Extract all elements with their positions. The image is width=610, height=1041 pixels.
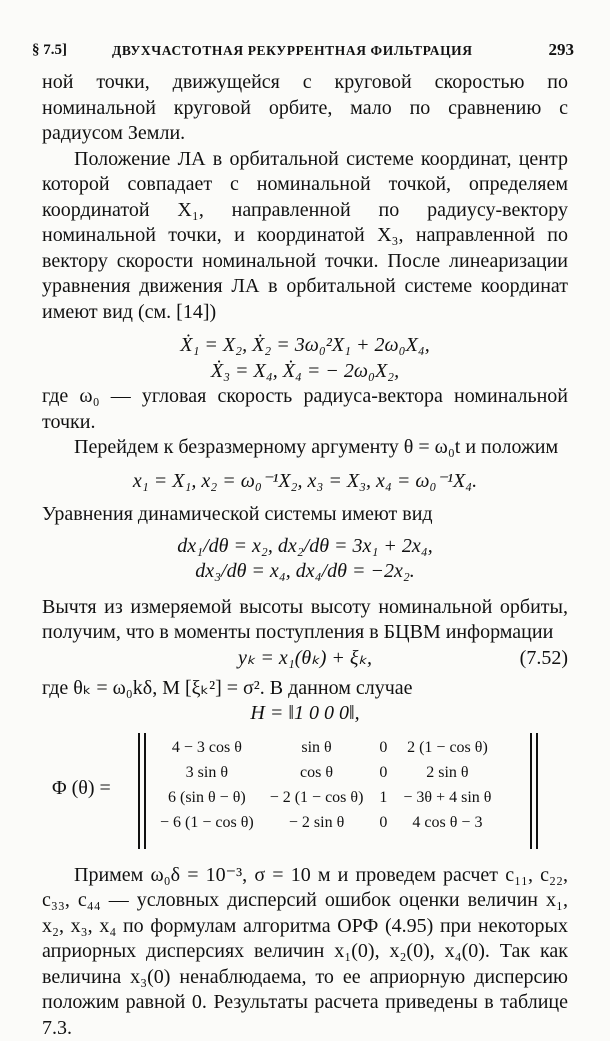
matrix-row <box>152 810 499 835</box>
matrix-cell: 2 sin θ <box>395 760 499 785</box>
matrix-cell: 6 (sin θ − θ) <box>152 785 262 810</box>
matrix-cell: 4 − 3 cos θ <box>152 735 262 760</box>
equation: H = ‖1 0 0 0‖, <box>42 701 568 727</box>
matrix-row <box>152 760 499 785</box>
matrix-cell: − 6 (1 − cos θ) <box>152 810 262 835</box>
matrix-cell: − 2 sin θ <box>262 810 372 835</box>
equation: dx₃/dθ = x₄, dx₄/dθ = −2x₂. <box>42 559 568 585</box>
section-ref: § 7.5] <box>32 42 67 59</box>
equation-number: (7.52) <box>520 646 568 672</box>
running-header <box>30 40 580 64</box>
matrix-cell: − 2 (1 − cos θ) <box>262 785 372 810</box>
paragraph: Перейдем к безразмерному аргументу θ = ω₀t и положим <box>42 435 568 461</box>
equation: Ẋ₁ = X₂, Ẋ₂ = 3ω₀²X₁ + 2ω₀X₄, <box>42 333 568 359</box>
paragraph: Вычтя из измеряемой высоты высоту номинальной орбиты, получим, что в моменты поступления в БЦВМ информации <box>42 595 568 646</box>
page-body <box>42 70 568 1041</box>
matrix-cell: 0 <box>371 760 395 785</box>
matrix-cell: sin θ <box>262 735 372 760</box>
matrix-cell: 2 (1 − cos θ) <box>395 735 499 760</box>
page-number: 293 <box>549 40 575 60</box>
transition-matrix <box>42 729 568 857</box>
matrix-cell: cos θ <box>262 760 372 785</box>
matrix-left-norm-bar <box>138 733 146 849</box>
matrix-row <box>152 735 499 760</box>
matrix-cell: − 3θ + 4 sin θ <box>395 785 499 810</box>
paragraph: Примем ω₀δ = 10⁻³, σ = 10 м и проведем расчет c₁₁, c₂₂, c₃₃, c₄₄ — условных дисперсий ошибок оценки величин x₁, x₂, x₃, x₄ по формулам алгоритма ОРФ (4.95) при некоторых априорных дисперсиях величин x₁(0), x₂(0), x₄(0). Так как величина x₃(0) ненаблюдаема, то ее априорную дисперсию положим равной 0. Результаты расчета приведены в таблице 7.3. <box>42 863 568 1041</box>
paragraph: ной точки, движущейся с круговой скоростью по номинальной круговой орбите, мало по сравнению с радиусом Земли. <box>42 70 568 147</box>
numbered-equation <box>42 646 568 676</box>
paragraph: где θₖ = ω₀kδ, M [ξₖ²] = σ². В данном случае <box>42 676 568 702</box>
paragraph: Уравнения динамической системы имеют вид <box>42 502 568 528</box>
matrix-row <box>152 785 499 810</box>
equation: Ẋ₃ = X₄, Ẋ₄ = − 2ω₀X₂, <box>42 359 568 385</box>
matrix-cell: 0 <box>371 735 395 760</box>
matrix-table <box>152 735 499 835</box>
equation: yₖ = x₁(θₖ) + ξₖ, <box>42 646 568 672</box>
matrix-label: Φ (θ) = <box>52 776 111 802</box>
matrix-cell: 3 sin θ <box>152 760 262 785</box>
matrix-cell: 1 <box>371 785 395 810</box>
paragraph: Положение ЛА в орбитальной системе координат, центр которой совпадает с номинальной точкой, определяем координатой X₁, направленной по радиусу-вектору номинальной точки, и координатой X₃, направленной по вектору скорости номинальной точки. После линеаризации уравнения движения ЛА в орбитальной системе координат имеют вид (см. [14]) <box>42 147 568 326</box>
matrix-cell: 4 cos θ − 3 <box>395 810 499 835</box>
matrix-cell: 0 <box>371 810 395 835</box>
matrix-right-norm-bar <box>530 733 538 849</box>
equation: dx₁/dθ = x₂, dx₂/dθ = 3x₁ + 2x₄, <box>42 534 568 560</box>
paragraph: где ω₀ — угловая скорость радиуса-вектора номинальной точки. <box>42 384 568 435</box>
chapter-title: ДВУХЧАСТОТНАЯ РЕКУРРЕНТНАЯ ФИЛЬТРАЦИЯ <box>112 43 473 59</box>
equation: x₁ = X₁, x₂ = ω₀⁻¹X₂, x₃ = X₃, x₄ = ω₀⁻¹X₄. <box>42 469 568 495</box>
